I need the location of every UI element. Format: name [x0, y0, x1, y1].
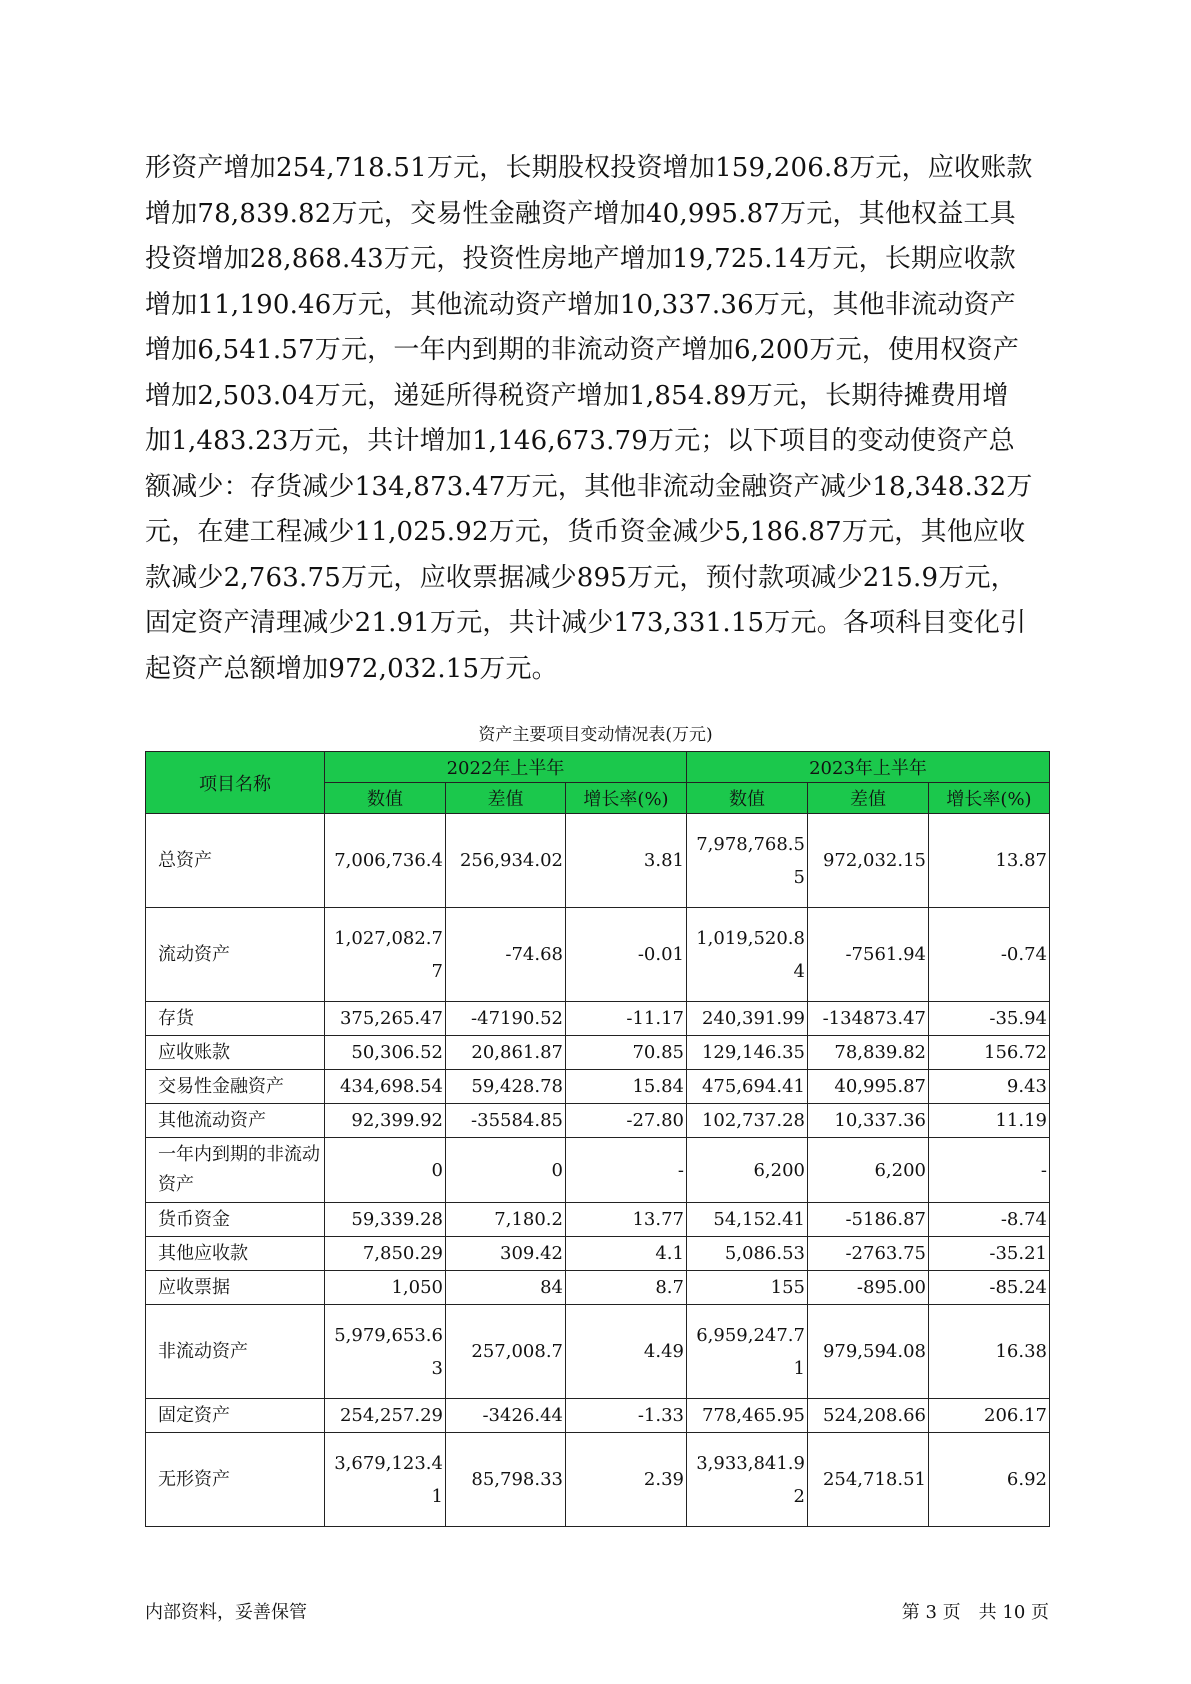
header-diff-2022: 差值	[446, 783, 566, 814]
table-row	[146, 1002, 1050, 1036]
paragraph-line: 增加78,839.82万元，交易性金融资产增加40,995.87万元，其他权益工具	[145, 198, 1016, 229]
value-2023: 155	[687, 1271, 808, 1305]
diff-2023: -895.00	[808, 1271, 929, 1305]
paragraph-line: 加1,483.23万元，共计增加1,146,673.79万元；以下项目的变动使资产总	[145, 426, 1015, 456]
diff-2022: -3426.44	[446, 1399, 566, 1433]
paragraph-line: 款减少2,763.75万元，应收票据减少895万元，预付款项减少215.9万元，	[145, 562, 1017, 593]
row-name: 流动资产	[146, 908, 325, 1002]
rate-2023: 9.43	[929, 1070, 1050, 1104]
diff-2023: -134873.47	[808, 1002, 929, 1036]
diff-2022: -47190.52	[446, 1002, 566, 1036]
diff-2022: 7,180.2	[446, 1203, 566, 1237]
diff-2023: 40,995.87	[808, 1070, 929, 1104]
diff-2023: 254,718.51	[808, 1433, 929, 1527]
row-name: 总资产	[146, 814, 325, 908]
value-2023: 102,737.28	[687, 1104, 808, 1138]
header-value-2022: 数值	[325, 783, 446, 814]
asset-change-table	[145, 751, 1050, 1527]
diff-2022: 0	[446, 1138, 566, 1203]
value-2022: 59,339.28	[325, 1203, 446, 1237]
diff-2023: 6,200	[808, 1138, 929, 1203]
header-value-2023: 数值	[687, 783, 808, 814]
table-row	[146, 814, 1050, 908]
row-name: 货币资金	[146, 1203, 325, 1237]
rate-2022: -1.33	[566, 1399, 687, 1433]
diff-2023: -7561.94	[808, 908, 929, 1002]
value-2023: 6,200	[687, 1138, 808, 1203]
value-2023: 240,391.99	[687, 1002, 808, 1036]
body-paragraph	[145, 146, 1045, 692]
value-2022: 1,027,082.77	[325, 908, 446, 1002]
value-2023: 7,978,768.55	[687, 814, 808, 908]
row-name: 存货	[146, 1002, 325, 1036]
value-2022: 92,399.92	[325, 1104, 446, 1138]
value-2023: 778,465.95	[687, 1399, 808, 1433]
row-name: 无形资产	[146, 1433, 325, 1527]
rate-2022: -0.01	[566, 908, 687, 1002]
value-2022: 254,257.29	[325, 1399, 446, 1433]
rate-2023: -0.74	[929, 908, 1050, 1002]
paragraph-line: 起资产总额增加972,032.15万元。	[145, 653, 558, 684]
rate-2023: 156.72	[929, 1036, 1050, 1070]
rate-2023: 6.92	[929, 1433, 1050, 1527]
value-2022: 0	[325, 1138, 446, 1203]
paragraph-line: 形资产增加254,718.51万元，长期股权投资增加159,206.8万元，应收账款	[145, 153, 1033, 183]
table-row	[146, 1138, 1050, 1203]
table-row	[146, 1104, 1050, 1138]
rate-2023: 11.19	[929, 1104, 1050, 1138]
diff-2022: -35584.85	[446, 1104, 566, 1138]
row-name: 应收账款	[146, 1036, 325, 1070]
footer-page-number: 第 3 页 共 10 页	[901, 1602, 1049, 1623]
value-2022: 1,050	[325, 1271, 446, 1305]
rate-2023: -8.74	[929, 1203, 1050, 1237]
rate-2023: 206.17	[929, 1399, 1050, 1433]
rate-2022: 15.84	[566, 1070, 687, 1104]
table-row	[146, 1433, 1050, 1527]
value-2023: 129,146.35	[687, 1036, 808, 1070]
row-name: 其他应收款	[146, 1237, 325, 1271]
rate-2022: -11.17	[566, 1002, 687, 1036]
paragraph-line: 固定资产清理减少21.91万元，共计减少173,331.15万元。各项科目变化引	[145, 608, 1027, 638]
value-2022: 7,850.29	[325, 1237, 446, 1271]
value-2022: 434,698.54	[325, 1070, 446, 1104]
diff-2023: 979,594.08	[808, 1305, 929, 1399]
header-rate-2022: 增长率(%)	[566, 783, 687, 814]
row-name: 固定资产	[146, 1399, 325, 1433]
diff-2023: 78,839.82	[808, 1036, 929, 1070]
diff-2022: 59,428.78	[446, 1070, 566, 1104]
value-2022: 7,006,736.4	[325, 814, 446, 908]
table-row	[146, 908, 1050, 1002]
diff-2023: -2763.75	[808, 1237, 929, 1271]
header-period-2022: 2022年上半年	[325, 752, 687, 783]
rate-2022: 70.85	[566, 1036, 687, 1070]
rate-2022: 2.39	[566, 1433, 687, 1527]
rate-2022: 4.49	[566, 1305, 687, 1399]
diff-2022: 85,798.33	[446, 1433, 566, 1527]
diff-2022: 257,008.7	[446, 1305, 566, 1399]
diff-2023: 972,032.15	[808, 814, 929, 908]
value-2023: 6,959,247.71	[687, 1305, 808, 1399]
rate-2023: 16.38	[929, 1305, 1050, 1399]
row-name: 非流动资产	[146, 1305, 325, 1399]
row-name: 一年内到期的非流动资产	[146, 1138, 325, 1203]
rate-2023: -85.24	[929, 1271, 1050, 1305]
paragraph-line: 增加2,503.04万元，递延所得税资产增加1,854.89万元，长期待摊费用增	[145, 380, 1009, 411]
paragraph-line: 增加11,190.46万元，其他流动资产增加10,337.36万元，其他非流动资产	[145, 289, 1016, 320]
table-row	[146, 1036, 1050, 1070]
rate-2022: 8.7	[566, 1271, 687, 1305]
value-2023: 1,019,520.84	[687, 908, 808, 1002]
value-2023: 54,152.41	[687, 1203, 808, 1237]
paragraph-line: 增加6,541.57万元，一年内到期的非流动资产增加6,200万元，使用权资产	[145, 335, 1020, 365]
header-item-name: 项目名称	[146, 752, 325, 814]
header-period-2023: 2023年上半年	[687, 752, 1050, 783]
value-2023: 3,933,841.92	[687, 1433, 808, 1527]
paragraph-line: 投资增加28,868.43万元，投资性房地产增加19,725.14万元，长期应收款	[145, 244, 1016, 274]
value-2022: 3,679,123.41	[325, 1433, 446, 1527]
rate-2023: -35.21	[929, 1237, 1050, 1271]
header-rate-2023: 增长率(%)	[929, 783, 1050, 814]
rate-2023: -35.94	[929, 1002, 1050, 1036]
paragraph-line: 额减少：存货减少134,873.47万元，其他非流动金融资产减少18,348.32万	[145, 471, 1033, 502]
rate-2022: -27.80	[566, 1104, 687, 1138]
value-2022: 50,306.52	[325, 1036, 446, 1070]
rate-2023: -	[929, 1138, 1050, 1203]
footer-confidential-note: 内部资料，妥善保管	[145, 1602, 307, 1623]
diff-2022: 84	[446, 1271, 566, 1305]
row-name: 应收票据	[146, 1271, 325, 1305]
table-row	[146, 1399, 1050, 1433]
diff-2023: 10,337.36	[808, 1104, 929, 1138]
rate-2022: 13.77	[566, 1203, 687, 1237]
value-2022: 375,265.47	[325, 1002, 446, 1036]
table-row	[146, 1237, 1050, 1271]
diff-2022: 256,934.02	[446, 814, 566, 908]
diff-2023: -5186.87	[808, 1203, 929, 1237]
row-name: 交易性金融资产	[146, 1070, 325, 1104]
value-2022: 5,979,653.63	[325, 1305, 446, 1399]
table-row	[146, 1271, 1050, 1305]
table-row	[146, 1070, 1050, 1104]
diff-2022: 20,861.87	[446, 1036, 566, 1070]
rate-2022: 4.1	[566, 1237, 687, 1271]
rate-2022: 3.81	[566, 814, 687, 908]
value-2023: 475,694.41	[687, 1070, 808, 1104]
header-diff-2023: 差值	[808, 783, 929, 814]
table-row	[146, 1305, 1050, 1399]
paragraph-line: 元，在建工程减少11,025.92万元，货币资金减少5,186.87万元，其他应收	[145, 517, 1026, 547]
diff-2023: 524,208.66	[808, 1399, 929, 1433]
rate-2022: -	[566, 1138, 687, 1203]
table-caption: 资产主要项目变动情况表(万元)	[478, 725, 713, 745]
row-name: 其他流动资产	[146, 1104, 325, 1138]
diff-2022: -74.68	[446, 908, 566, 1002]
rate-2023: 13.87	[929, 814, 1050, 908]
table-row	[146, 1203, 1050, 1237]
diff-2022: 309.42	[446, 1237, 566, 1271]
value-2023: 5,086.53	[687, 1237, 808, 1271]
